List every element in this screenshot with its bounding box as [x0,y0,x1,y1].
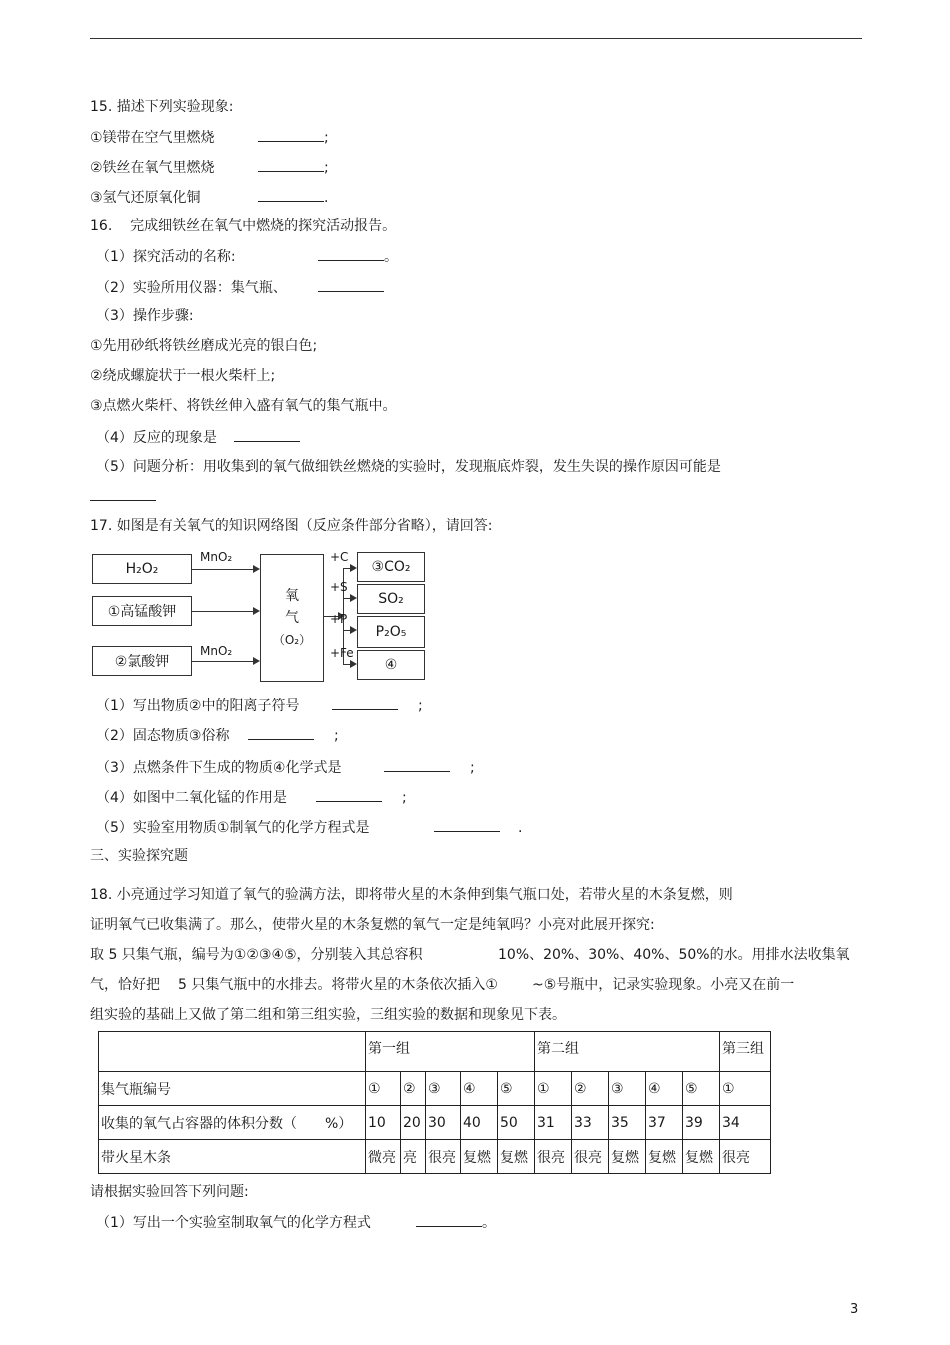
q18-line-1: 18. 小亮通过学习知道了氧气的验满方法，即将带火星的木条伸到集气瓶口处，若带火星的木条复燃，则 [90,887,733,903]
answer-blank[interactable] [384,757,450,772]
header-rule [90,38,862,39]
arrow-to-so2 [343,598,355,599]
box-product-4: ④ [357,650,425,680]
group-2-header: 第二组 [535,1032,720,1072]
table-row [99,1032,771,1072]
q15-item-1: ①镁带在空气里燃烧 ; [90,127,329,147]
section-title: 三、实验探究题 [90,848,188,864]
arrow-h2o2-to-oxygen [192,569,258,570]
table-cell: ③ [426,1072,461,1106]
table-cell: 亮 [401,1140,426,1174]
table-cell: 复燃 [683,1140,720,1174]
reactant-s: +S [330,580,348,594]
q16-step-1: ①先用砂纸将铁丝磨成光亮的银白色; [90,338,318,354]
box-so2: SO₂ [357,584,425,614]
arrow-to-product-4 [343,664,355,665]
table-cell: 34 [720,1106,771,1140]
table-row [99,1072,771,1106]
q18-after-table: 请根据实验回答下列问题: [90,1184,249,1200]
box-p2o5: P₂O₅ [357,616,425,648]
row-label: 收集的氧气占容器的体积分数（ %） [99,1106,366,1140]
q16-part-5: （5）问题分析：用收集到的氧气做细铁丝燃烧的实验时，发现瓶底炸裂，发生失误的操作原因可能是 [96,459,721,475]
answer-blank[interactable] [90,486,156,501]
table-cell: 30 [426,1106,461,1140]
catalyst-label-2: MnO₂ [200,644,233,658]
table-cell: 复燃 [498,1140,535,1174]
row-label: 带火星木条 [99,1140,366,1174]
q16-part-5-blank-line [90,486,156,506]
q17-part-2: （2）固态物质③俗称 ; [96,725,339,745]
q17-part-1: （1）写出物质②中的阳离子符号 ; [96,695,423,715]
oxygen-knowledge-diagram [90,546,430,688]
page-number: 3 [850,1302,859,1317]
q18-line-5: 组实验的基础上又做了第二组和第三组实验，三组实验的数据和现象见下表。 [90,1007,566,1023]
table-cell: 35 [609,1106,646,1140]
table-row [99,1140,771,1174]
q16-step-2: ②绕成螺旋状于一根火柴杆上; [90,368,276,384]
table-cell: ② [401,1072,426,1106]
answer-blank[interactable] [248,725,314,740]
answer-blank[interactable] [416,1212,482,1227]
table-cell: ⑤ [683,1072,720,1106]
table-cell: 很亮 [426,1140,461,1174]
answer-blank[interactable] [234,427,300,442]
table-cell: 37 [646,1106,683,1140]
row-label: 集气瓶编号 [99,1072,366,1106]
table-cell: 很亮 [535,1140,572,1174]
table-cell: 10 [366,1106,401,1140]
answer-blank[interactable] [258,187,324,202]
box-potassium-chlorate: ②氯酸钾 [92,646,192,676]
table-cell: ⑤ [498,1072,535,1106]
table-cell: 39 [683,1106,720,1140]
group-3-header: 第三组 [720,1032,771,1072]
q16-part-3: （3）操作步骤: [96,308,194,324]
q16-part-2: （2）实验所用仪器：集气瓶、 [96,277,384,297]
table-cell: 复燃 [609,1140,646,1174]
box-oxygen: 氧 气 （O₂） [260,554,324,682]
q18-line-4: 气，恰好把 5 只集气瓶中的水排去。将带火星的木条依次插入① ~⑤号瓶中，记录实验现象。小亮又在前一 [90,977,795,993]
q15-item-2: ②铁丝在氧气里燃烧 ; [90,157,329,177]
box-co2: ③CO₂ [357,552,425,582]
table-cell: ② [572,1072,609,1106]
arrow-to-co2 [343,568,355,569]
answer-blank[interactable] [258,127,324,142]
q16-step-3: ③点燃火柴杆、将铁丝伸入盛有氧气的集气瓶中。 [90,398,397,414]
answer-blank[interactable] [318,246,384,261]
answer-blank[interactable] [258,157,324,172]
table-cell: 33 [572,1106,609,1140]
q18-part-1: （1）写出一个实验室制取氧气的化学方程式 。 [96,1212,496,1232]
table-cell: 31 [535,1106,572,1140]
q17-part-3: （3）点燃条件下生成的物质④化学式是 ; [96,757,475,777]
table-cell: 20 [401,1106,426,1140]
answer-blank[interactable] [332,695,398,710]
q15-title: 15. 描述下列实验现象: [90,99,234,115]
reactant-p: +P [330,612,348,626]
table-cell: ① [535,1072,572,1106]
q16-part-4: （4）反应的现象是 [96,427,300,447]
q18-line-3: 取 5 只集气瓶，编号为①②③④⑤，分别装入其总容积 10%、20%、30%、40%、50%的水。用排水法收集氧 [90,947,850,963]
table-cell: ④ [461,1072,498,1106]
q15-item-3: ③氢气还原氧化铜 . [90,187,328,207]
reactant-fe: +Fe [330,646,354,660]
group-1-header: 第一组 [366,1032,535,1072]
q16-title: 16. 完成细铁丝在氧气中燃烧的探究活动报告。 [90,218,397,234]
arrow-kmno4-to-oxygen [192,611,258,612]
arrow-kclo3-to-oxygen [192,661,258,662]
table-cell: 很亮 [720,1140,771,1174]
q17-part-4: （4）如图中二氧化锰的作用是 ; [96,787,407,807]
table-cell: 40 [461,1106,498,1140]
table-cell: ④ [646,1072,683,1106]
q17-part-5: （5）实验室用物质①制氧气的化学方程式是 . [96,817,522,837]
q18-line-2: 证明氧气已收集满了。那么，使带火星的木条复燃的氧气一定是纯氧吗？小亮对此展开探究: [90,917,655,933]
q17-title: 17. 如图是有关氧气的知识网络图（反应条件部分省略），请回答: [90,518,493,534]
reactant-c: +C [330,550,349,564]
box-potassium-permanganate: ①高锰酸钾 [92,596,192,626]
table-cell: 50 [498,1106,535,1140]
q16-part-1: （1）探究活动的名称: 。 [96,246,398,266]
answer-blank[interactable] [318,277,384,292]
table-cell: 复燃 [461,1140,498,1174]
table-cell: 微亮 [366,1140,401,1174]
table-row [99,1106,771,1140]
table-cell: ① [720,1072,771,1106]
table-cell: 很亮 [572,1140,609,1174]
answer-blank[interactable] [316,787,382,802]
answer-blank[interactable] [434,817,500,832]
experiment-table [98,1031,771,1174]
table-cell: ③ [609,1072,646,1106]
catalyst-label-1: MnO₂ [200,550,233,564]
table-cell: 复燃 [646,1140,683,1174]
box-h2o2: H₂O₂ [92,554,192,584]
arrow-to-p2o5 [343,630,355,631]
table-cell: ① [366,1072,401,1106]
